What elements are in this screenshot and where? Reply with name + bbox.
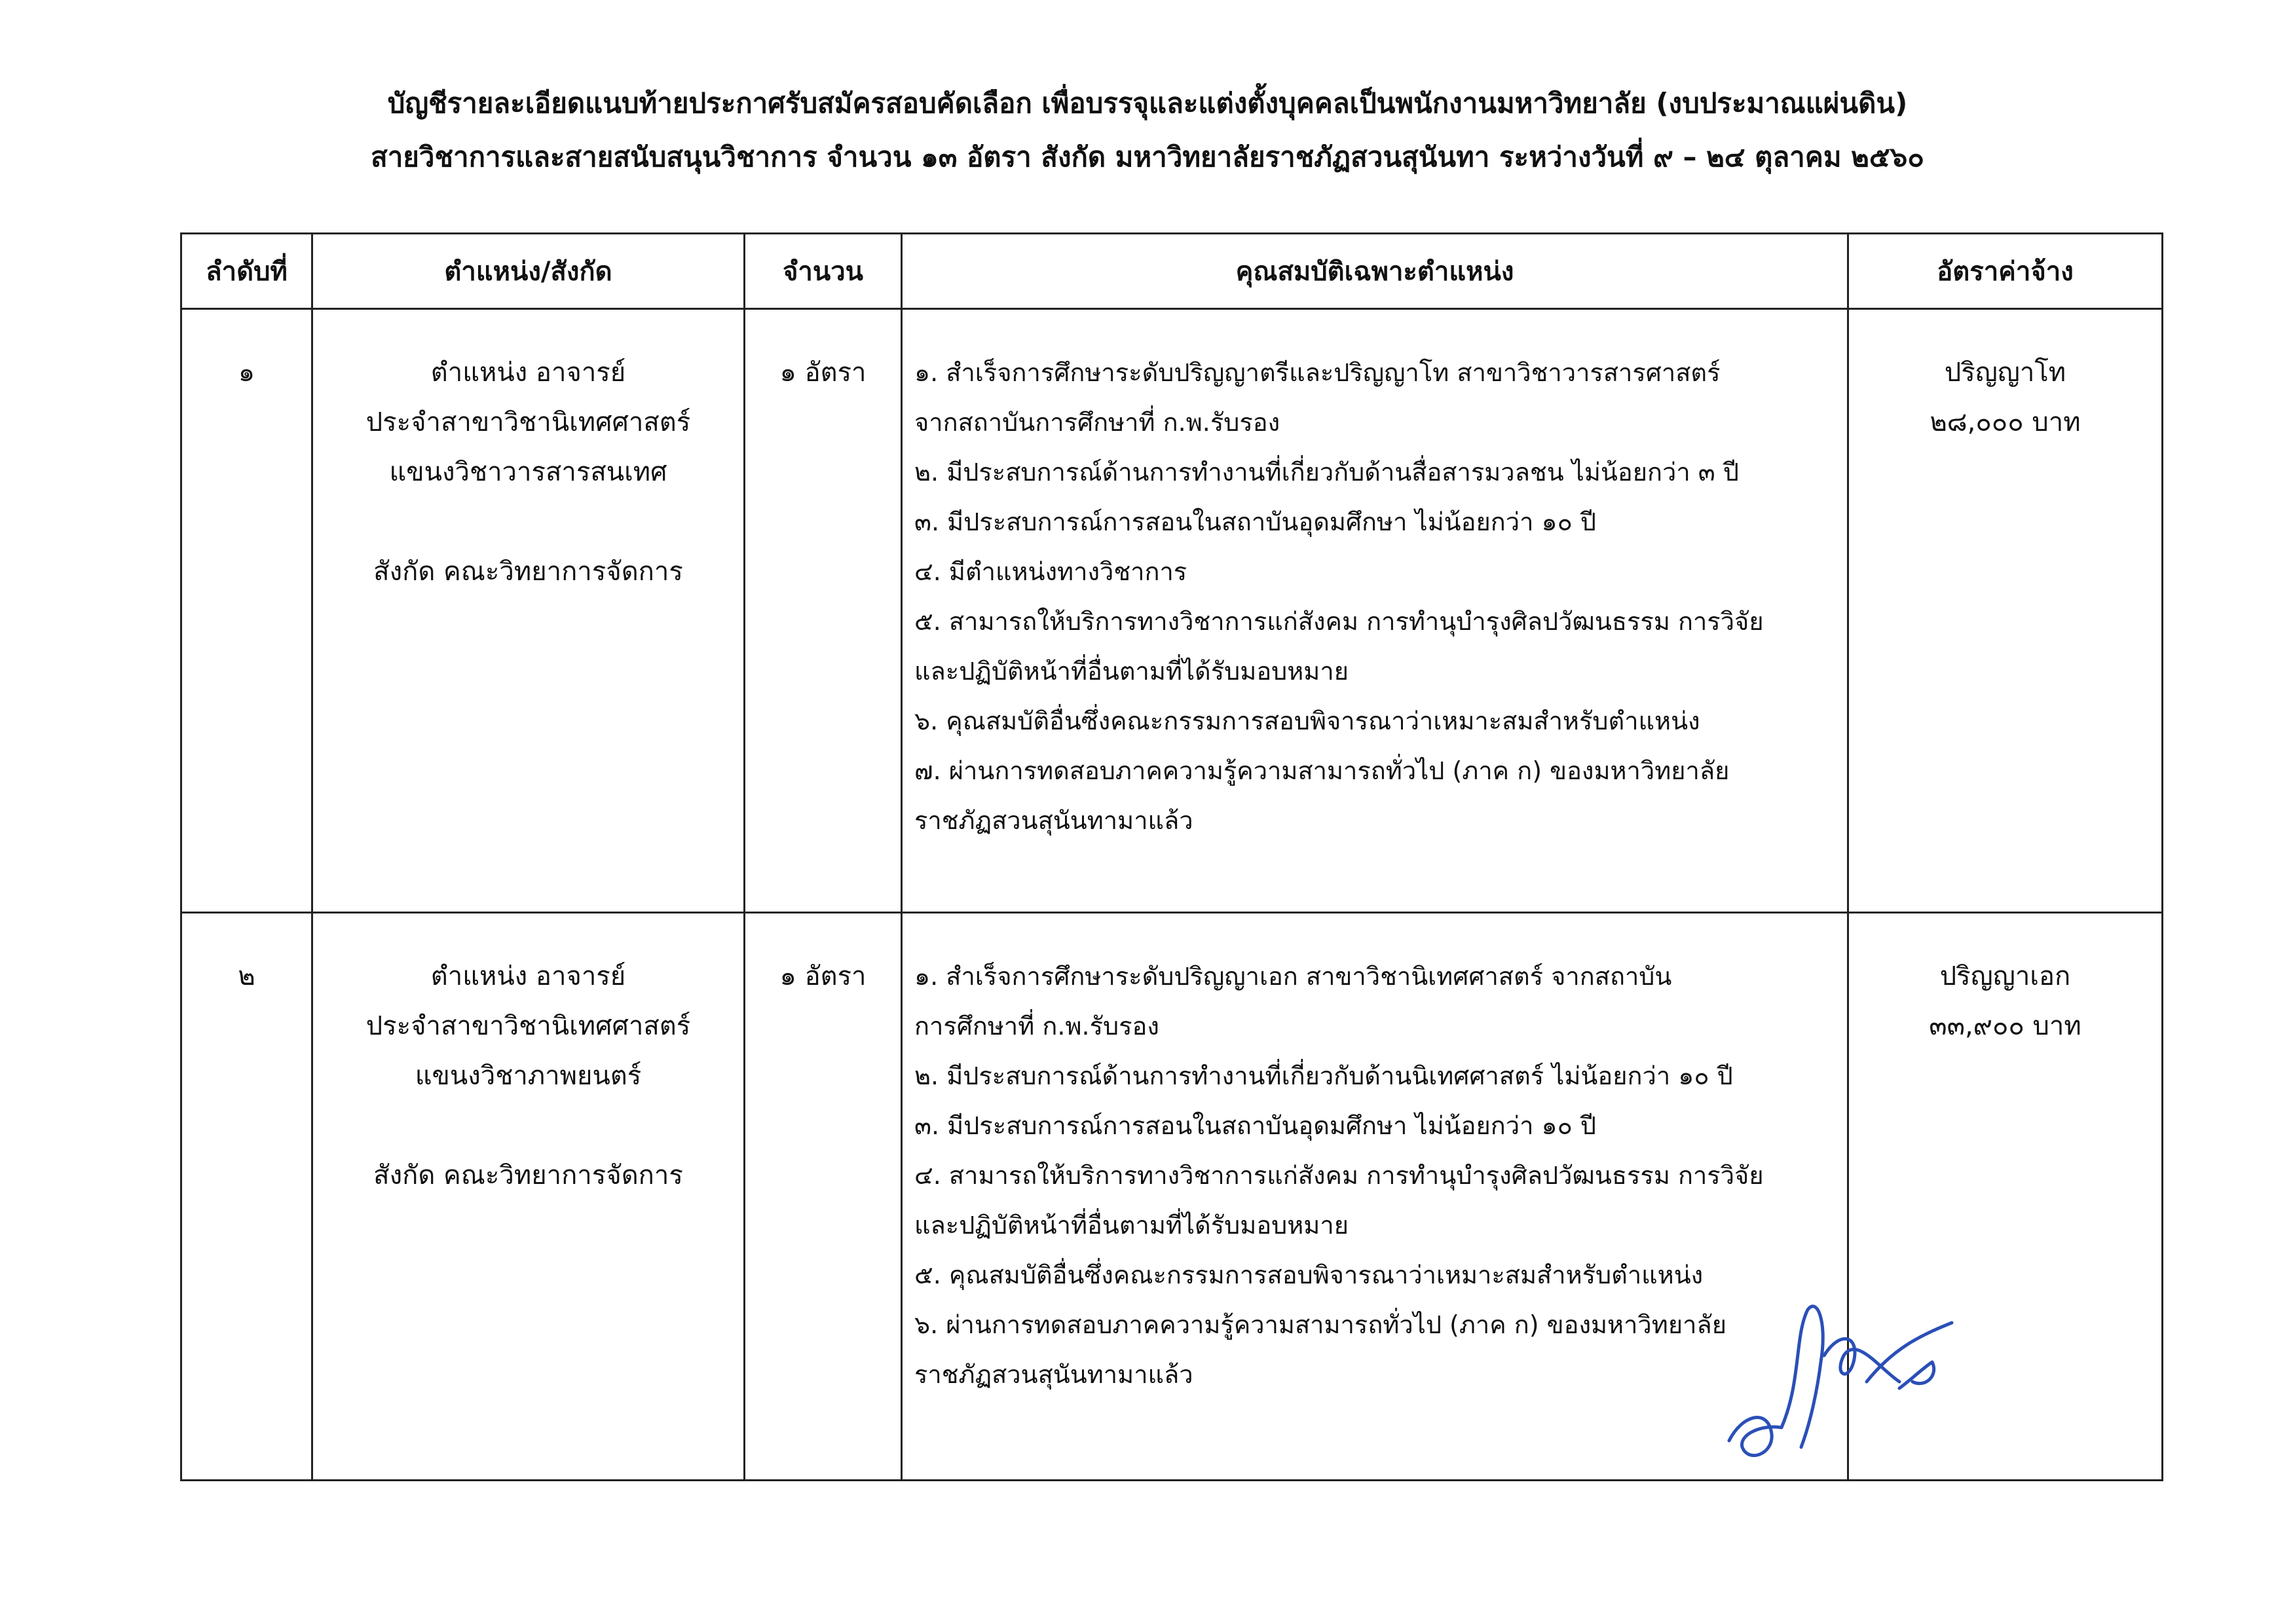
row-number: ๒ [181,913,312,1481]
page-title-line-2: สายวิชาการและสายสนับสนุนวิชาการ จำนวน ๑๓ อัตรา สังกัด มหาวิทยาลัยราชภัฏสวนสุนันทา ระหว่างวันที่ ๙ – ๒๔ ตุลาคม ๒๕๖๐ [371,141,1924,173]
position-cell [312,913,745,1481]
position-affiliation: สังกัด คณะวิทยาการจัดการ [373,557,683,587]
table-header-row [181,234,2163,309]
rate-amount: ๓๓,๙๐๐ บาท [1929,1011,2081,1041]
qualification-line: ๓. มีประสบการณ์การสอนในสถาบันอุดมศึกษา ไม่น้อยกว่า ๑๐ ปี [914,1111,1597,1140]
qualification-line: ๒. มีประสบการณ์ด้านการทำงานที่เกี่ยวกับด้านสื่อสารมวลชน ไม่น้อยกว่า ๓ ปี [914,458,1739,487]
count-cell: ๑ อัตรา [745,309,902,913]
qualification-line: ๔. สามารถให้บริการทางวิชาการแก่สังคม การทำนุบำรุงศิลปวัฒนธรรม การวิจัย [914,1161,1764,1190]
table-row [181,309,2163,913]
qualification-line: ราชภัฏสวนสุนันทามาแล้ว [914,1360,1193,1389]
qualification-line: ๖. คุณสมบัติอื่นซึ่งคณะกรรมการสอบพิจารณาว่าเหมาะสมสำหรับตำแหน่ง [914,707,1700,735]
row-number: ๑ [181,309,312,913]
rate-amount: ๒๘,๐๐๐ บาท [1930,407,2081,437]
position-title: ตำแหน่ง อาจารย์ [430,358,626,388]
qualification-line: การศึกษาที่ ก.พ.รับรอง [914,1012,1159,1041]
position-major: แขนงวิชาวารสารสนเทศ [389,457,667,487]
qualification-line: ๕. คุณสมบัติอื่นซึ่งคณะกรรมการสอบพิจารณาว่าเหมาะสมสำหรับตำแหน่ง [914,1261,1704,1289]
column-header-order: ลำดับที่ [181,234,312,309]
qualification-line: ๑. สำเร็จการศึกษาระดับปริญญาเอก สาขาวิชานิเทศศาสตร์ จากสถาบัน [914,962,1672,991]
qualification-line: ๒. มีประสบการณ์ด้านการทำงานที่เกี่ยวกับด้านนิเทศศาสตร์ ไม่น้อยกว่า ๑๐ ปี [914,1061,1733,1090]
handwritten-signature [1703,1283,1978,1480]
qualification-line: และปฏิบัติหน้าที่อื่นตามที่ได้รับมอบหมาย [914,1211,1349,1240]
qualification-line: ๔. มีตำแหน่งทางวิชาการ [914,557,1187,586]
signature-strokes [1729,1306,1952,1456]
qualification-line: ๖. ผ่านการทดสอบภาคความรู้ความสามารถทั่วไป (ภาค ก) ของมหาวิทยาลัย [914,1310,1726,1339]
qualification-line: จากสถาบันการศึกษาที่ ก.พ.รับรอง [914,408,1280,437]
page-title-line-1: บัญชีรายละเอียดแนบท้ายประกาศรับสมัครสอบคัดเลือก เพื่อบรรจุและแต่งตั้งบุคคลเป็นพนักงานมหาวิทยาลัย (งบประมาณแผ่นดิน) [387,87,1908,119]
column-header-count: จำนวน [745,234,902,309]
rate-degree: ปริญญาเอก [1939,961,2071,991]
rate-degree: ปริญญาโท [1944,358,2066,388]
position-major: แขนงวิชาภาพยนตร์ [415,1061,642,1091]
position-program: ประจำสาขาวิชานิเทศศาสตร์ [365,407,691,437]
count-cell: ๑ อัตรา [745,913,902,1481]
position-program: ประจำสาขาวิชานิเทศศาสตร์ [365,1011,691,1041]
column-header-qualifications: คุณสมบัติเฉพาะตำแหน่ง [902,234,1848,309]
position-cell [312,309,745,913]
qualification-line: ๑. สำเร็จการศึกษาระดับปริญญาตรีและปริญญาโท สาขาวิชาวารสารศาสตร์ [914,358,1721,387]
position-title: ตำแหน่ง อาจารย์ [430,961,626,991]
position-affiliation: สังกัด คณะวิทยาการจัดการ [373,1160,683,1190]
qualifications-cell [902,309,1848,913]
qualification-line: ราชภัฏสวนสุนันทามาแล้ว [914,806,1193,835]
qualification-line: ๕. สามารถให้บริการทางวิชาการแก่สังคม การทำนุบำรุงศิลปวัฒนธรรม การวิจัย [914,607,1764,636]
qualification-line: ๗. ผ่านการทดสอบภาคความรู้ความสามารถทั่วไป (ภาค ก) ของมหาวิทยาลัย [914,756,1730,785]
rate-cell [1848,309,2163,913]
qualification-line: และปฏิบัติหน้าที่อื่นตามที่ได้รับมอบหมาย [914,657,1349,686]
column-header-rate: อัตราค่าจ้าง [1848,234,2163,309]
column-header-position: ตำแหน่ง/สังกัด [312,234,745,309]
qualification-line: ๓. มีประสบการณ์การสอนในสถาบันอุดมศึกษา ไม่น้อยกว่า ๑๐ ปี [914,507,1597,536]
